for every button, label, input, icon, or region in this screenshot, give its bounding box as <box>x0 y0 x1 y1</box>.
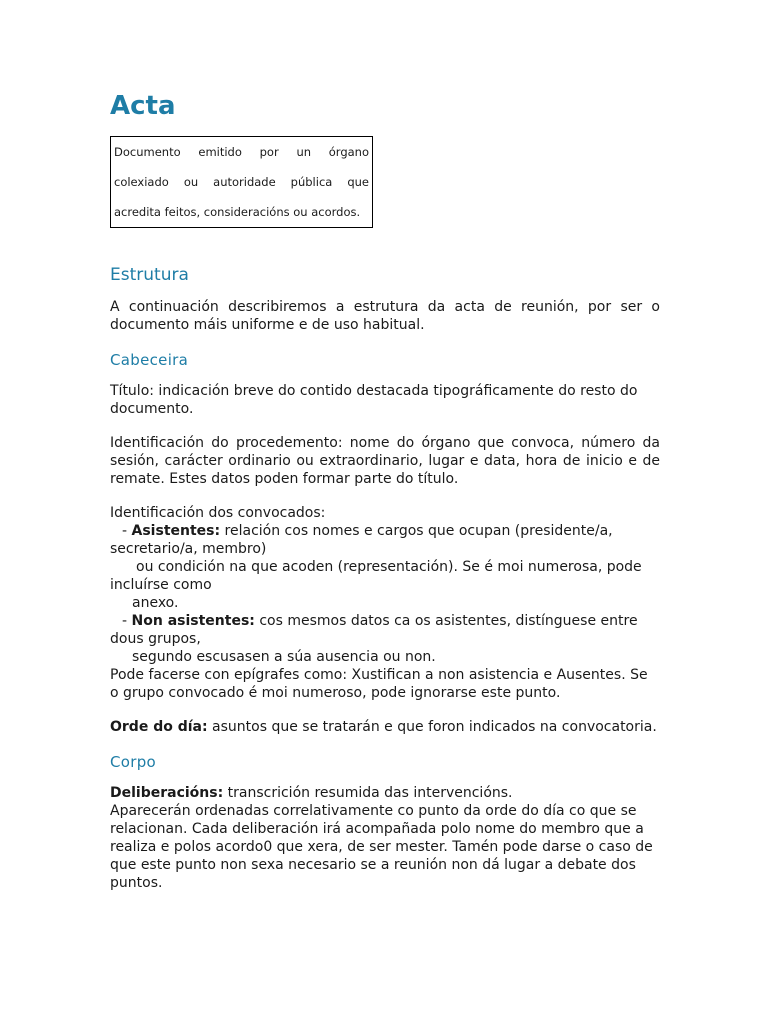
subsection-heading-cabeceira: Cabeceira <box>110 351 189 369</box>
asistentes-continuation: ou condición na que acoden (representación). Se é moi numerosa, pode incluírse como <box>110 559 642 593</box>
orde-text: asuntos que se tratarán e que foron indicados na convocatoria. <box>207 719 657 735</box>
asistentes-item: - Asistentes: relación cos nomes e cargos que ocupan (presidente/a, secretario/a, membro) <box>110 523 613 557</box>
subsection-heading-corpo: Corpo <box>110 753 157 771</box>
deliberacions-line <box>110 784 660 802</box>
asistentes-text: relación cos nomes e cargos que ocupan (presidente/a, secretario/a, membro) <box>110 523 613 557</box>
section-heading-estrutura: Estrutura <box>110 265 189 285</box>
page-title: Acta <box>110 91 176 121</box>
cabeceira-epigrafes: Pode facerse con epígrafes como: Xustifican a non asistencia e Ausentes. Se o grupo convocado é moi numeroso, pode ignorarse este punto. <box>110 667 648 701</box>
deliberacions-body: Aparecerán ordenadas correlativamente co punto da orde do día co que se relacionan. Cada deliberación irá acompañada polo nome do membro que a realiza e polos acordo0 que xera, de ser mester. Tamén pode darse o caso de que este punto non sexa necesario se a reunión non dá lugar a debate dos puntos. <box>110 803 653 891</box>
non-asistentes-item: - Non asistentes: cos mesmos datos ca os asistentes, distínguese entre dous grupos, <box>110 613 638 647</box>
cabeceira-titulo: Título: indicación breve do contido destacada tipográficamente do resto do documento. <box>110 383 638 417</box>
definition-box: Documento emitido por un órgano colexiado ou autoridade pública que acredita feitos, consideracións ou acordos. <box>110 136 373 228</box>
orde-do-dia <box>110 718 660 736</box>
non-asistentes-continuation: segundo escusasen a súa ausencia ou non. <box>132 649 436 665</box>
non-asistentes-text: cos mesmos datos ca os asistentes, distínguese entre dous grupos, <box>110 613 638 647</box>
cabeceira-identificacion-convocados: Identificación dos convocados: <box>110 505 326 521</box>
non-asistentes-label: Non asistentes: <box>131 613 255 629</box>
asistentes-label: Asistentes: <box>131 523 221 539</box>
asistentes-anexo: anexo. <box>132 595 179 611</box>
cabeceira-identificacion-procedemento: Identificación do procedemento: nome do órgano que convoca, número da sesión, carácter ordinario ou extraordinario, lugar e data, hora de inicio e de remate. Estes datos poden formar parte do título. <box>110 435 660 487</box>
deliberacions-text: transcrición resumida das intervencións. <box>223 785 513 801</box>
orde-label: Orde do día: <box>110 719 208 735</box>
document-content <box>110 90 660 892</box>
deliberacions-label: Deliberacións: <box>110 785 224 801</box>
estrutura-intro: A continuación describiremos a estrutura da acta de reunión, por ser o documento máis uniforme e de uso habitual. <box>110 299 660 333</box>
